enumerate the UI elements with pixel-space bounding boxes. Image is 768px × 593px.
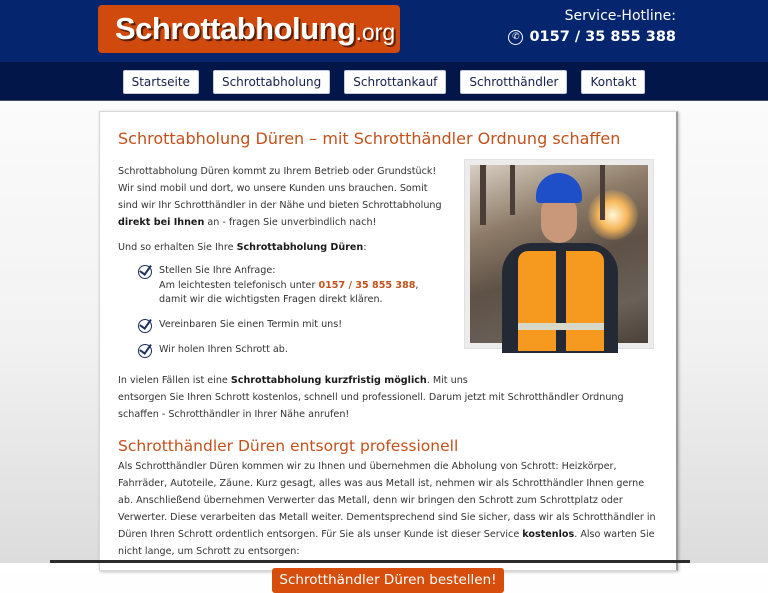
intro-section (118, 163, 658, 368)
steps-intro-a: Und so erhalten Sie Ihre (118, 242, 237, 253)
order-button[interactable]: Schrotthändler Düren bestellen! (272, 568, 503, 593)
vest-left (518, 251, 556, 351)
intro-text-a: Schrottabholung Düren kommt zu Ihrem Betrieb oder Grundstück! Wir sind mobil und dort, wo unsere Kunden uns brauchen. Somit sind wir Ihr Schrotthändler in der Nähe und bieten Schrottabholung (118, 166, 442, 211)
step-item (138, 264, 448, 308)
step-text: Vereinbaren Sie einen Termin mit uns! (159, 318, 343, 330)
logo-main-text: Schrottabholung (115, 11, 356, 46)
section-paragraph (118, 458, 658, 560)
worker-photo (470, 165, 648, 343)
hotline-number-row[interactable] (508, 27, 676, 47)
check-icon (138, 344, 152, 358)
logo-tld-text: .org (355, 18, 396, 45)
check-icon (138, 265, 152, 279)
step-1-line1: Stellen Sie Ihre Anfrage: (159, 265, 276, 276)
service-hotline (508, 8, 676, 47)
nav-item-startseite[interactable]: Startseite (123, 70, 199, 94)
section-title: Schrotthändler Düren entsorgt professionell (118, 436, 459, 455)
beam (480, 165, 486, 225)
nav-item-schrotthaendler[interactable]: Schrotthändler (460, 70, 567, 94)
content-box (99, 111, 678, 588)
phone-icon: ✆ (508, 30, 523, 45)
hotline-number[interactable]: 0157 / 35 855 388 (529, 29, 676, 45)
step-item (138, 343, 448, 358)
steps-list (138, 264, 448, 358)
vest-stripe (518, 323, 604, 330)
step-text (159, 264, 448, 308)
step-1-line2b: , damit wir die wichtigsten Fragen direkt klären. (159, 279, 419, 305)
steps-intro-bold: Schrottabholung Düren (236, 242, 364, 253)
bottom-edge (50, 560, 690, 563)
step-item (138, 318, 448, 333)
beam (510, 165, 515, 215)
page-title: Schrottabholung Düren – mit Schrotthändler Ordnung schaffen (118, 129, 621, 148)
beam (600, 165, 605, 220)
intro-paragraph (118, 163, 448, 231)
main-nav (0, 62, 768, 101)
step-phone-number[interactable]: 0157 / 35 855 388 (318, 279, 416, 291)
step-text: Wir holen Ihren Schrott ab. (159, 343, 288, 355)
check-icon (138, 319, 152, 333)
section-text-a: Als Schrotthändler Düren kommen wir zu Ihnen und übernehmen die Abholung von Schrott: Heizkörper, Fahrräder, Autoteile, Zäune. Kurz gesagt, alles was aus Metall ist, nehmen wir als Schrotthändler Ihnen gerne ab. Anschließend übernehmen Verwerter das Metall, denn wir bringen den Schrott zum Schrottplatz oder Verwerter. Diese verarbeiten das Metall weiter. Dementsprechend sind Sie sicher, dass wir als Schrotthändler in Düren Ihren Schrott ordentlich entsorgen. Für Sie als unser Kunde ist dieser Service (118, 460, 656, 540)
p3-c: entsorgen Sie Ihren Schrott kostenlos, schnell und professionell. Darum jetzt mit Schrotthändler Ordnung schaffen - Schrotthändler in Ihrer Nähe anrufen! (118, 391, 624, 420)
site-header (0, 0, 768, 62)
quick-pickup-paragraph (118, 372, 658, 423)
sunlight (588, 190, 638, 240)
site-logo[interactable] (98, 5, 400, 53)
p3-a: In vielen Fällen ist eine (118, 374, 231, 386)
nav-item-schrottankauf[interactable]: Schrottankauf (344, 70, 446, 94)
nav-item-schrottabholung[interactable]: Schrottabholung (213, 70, 330, 94)
p3-b: . Mit uns (426, 374, 468, 386)
nav-item-kontakt[interactable]: Kontakt (581, 70, 645, 94)
section-text-b: . Also warten Sie nicht lange, um Schrott zu entsorgen: (118, 528, 655, 557)
worker-photo-frame (464, 159, 654, 349)
intro-text-b: an - fragen Sie unverbindlich nach! (204, 217, 377, 228)
worker-face (541, 197, 577, 243)
vest-right (566, 251, 604, 351)
intro-text (118, 163, 448, 368)
steps-intro (118, 239, 448, 256)
helmet (536, 173, 582, 203)
section-bold: kostenlos (522, 528, 575, 540)
intro-bold: direkt bei Ihnen (118, 217, 205, 228)
steps-intro-b: : (363, 242, 367, 253)
hotline-label: Service-Hotline: (564, 8, 676, 24)
p3-bold: Schrottabholung kurzfristig möglich (230, 374, 427, 386)
step-1-line2a: Am leichtesten telefonisch unter (159, 279, 319, 291)
